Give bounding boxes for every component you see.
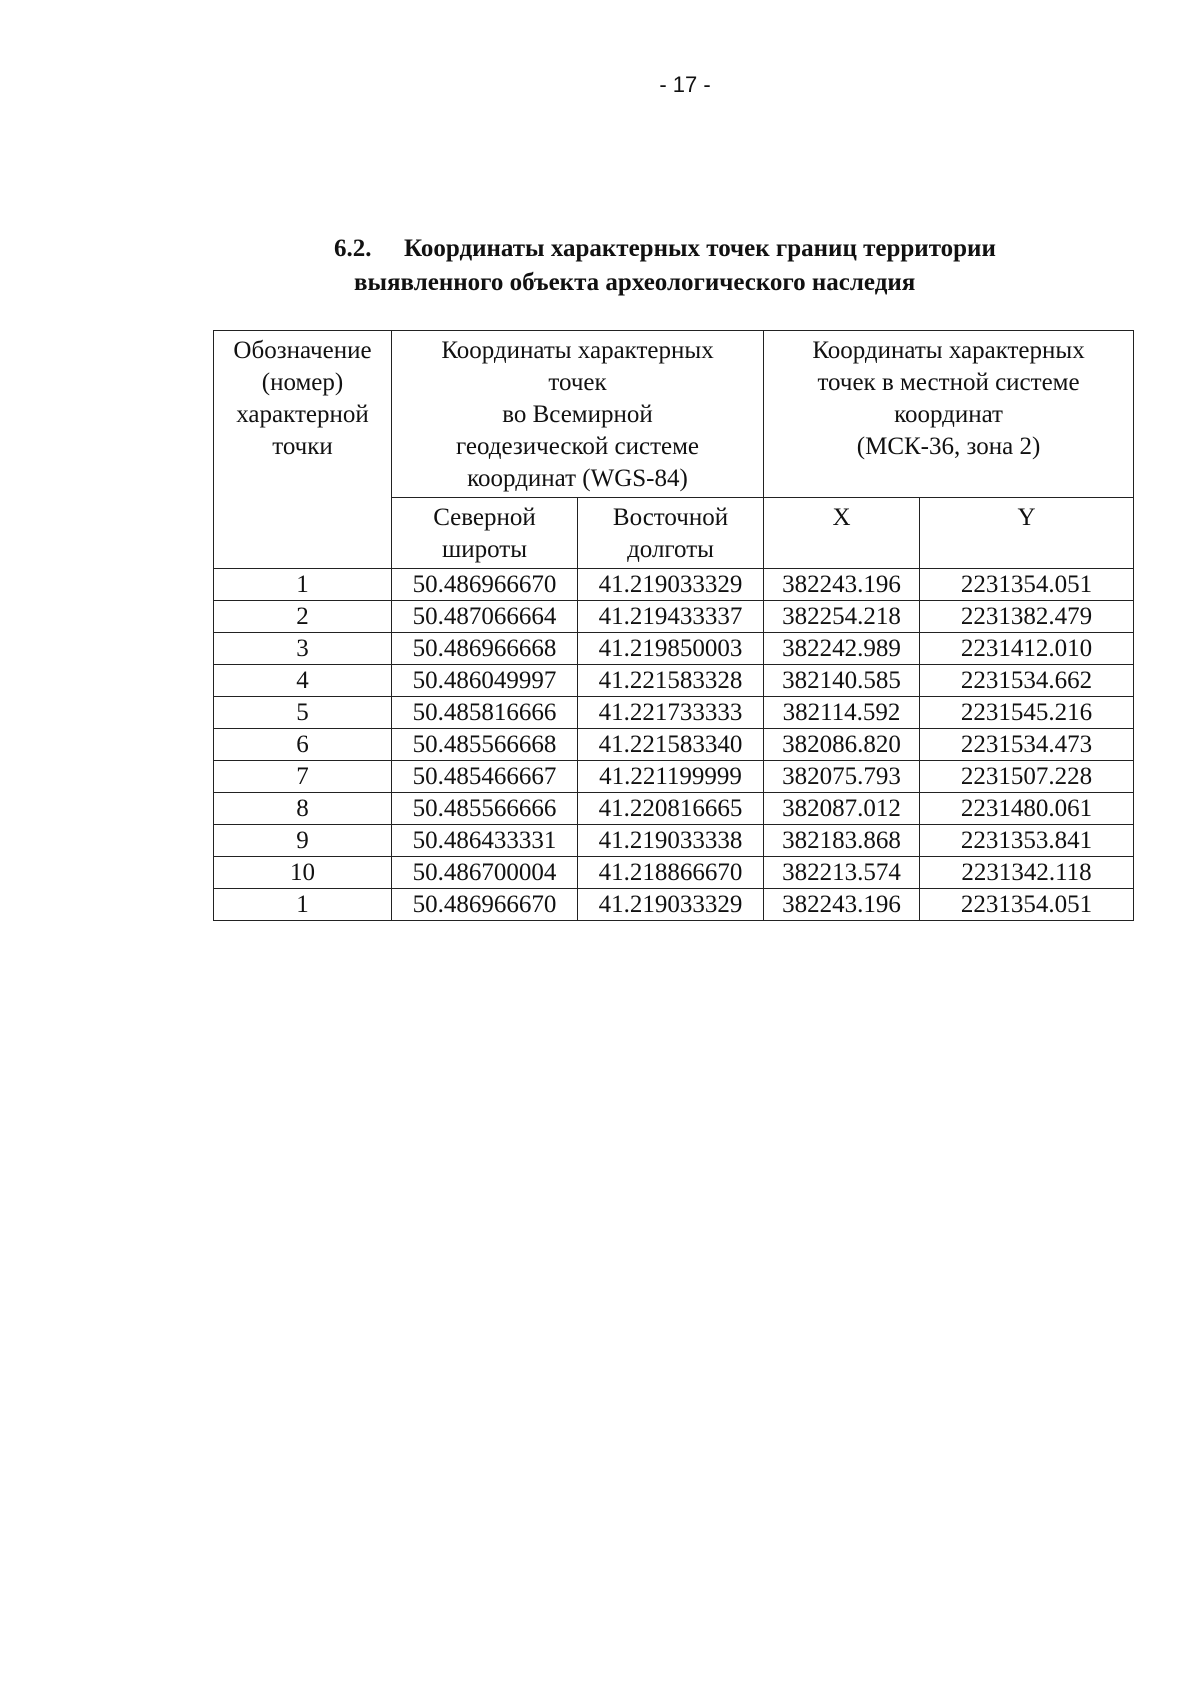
header-line: (номер) <box>261 369 344 396</box>
header-wgs84 <box>392 331 764 498</box>
section-heading <box>334 232 1134 300</box>
header-point-number <box>214 331 392 569</box>
cell-latitude: 50.486966670 <box>392 889 578 921</box>
cell-y: 2231342.118 <box>920 857 1134 889</box>
cell-x: 382213.574 <box>764 857 920 889</box>
cell-x: 382183.868 <box>764 825 920 857</box>
cell-longitude: 41.219433337 <box>578 601 764 633</box>
header-line: координат (WGS-84) <box>467 465 688 492</box>
header-line: точек <box>548 369 607 396</box>
cell-y: 2231507.228 <box>920 761 1134 793</box>
table-header-row <box>214 331 1134 498</box>
cell-x: 382243.196 <box>764 889 920 921</box>
cell-x: 382086.820 <box>764 729 920 761</box>
cell-longitude: 41.219033329 <box>578 569 764 601</box>
header-line: точек в местной системе <box>817 369 1080 396</box>
cell-y: 2231534.473 <box>920 729 1134 761</box>
cell-latitude: 50.486966668 <box>392 633 578 665</box>
cell-y: 2231480.061 <box>920 793 1134 825</box>
header-line: во Всемирной <box>502 401 653 428</box>
header-line: геодезической системе <box>455 433 700 460</box>
cell-x: 382254.218 <box>764 601 920 633</box>
cell-y: 2231354.051 <box>920 889 1134 921</box>
cell-point: 9 <box>214 825 392 857</box>
cell-longitude: 41.221583328 <box>578 665 764 697</box>
cell-y: 2231412.010 <box>920 633 1134 665</box>
section-number: 6.2. <box>334 235 372 262</box>
cell-x: 382140.585 <box>764 665 920 697</box>
cell-longitude: 41.221733333 <box>578 697 764 729</box>
cell-latitude: 50.486049997 <box>392 665 578 697</box>
header-line: Восточной <box>612 504 729 531</box>
table-row <box>214 665 1134 697</box>
header-x: X <box>764 498 920 569</box>
header-y: Y <box>920 498 1134 569</box>
cell-point: 6 <box>214 729 392 761</box>
cell-x: 382075.793 <box>764 761 920 793</box>
cell-y: 2231353.841 <box>920 825 1134 857</box>
header-line: Обозначение <box>233 337 372 364</box>
table-row <box>214 697 1134 729</box>
cell-y: 2231534.662 <box>920 665 1134 697</box>
cell-x: 382243.196 <box>764 569 920 601</box>
header-local-system <box>764 331 1134 498</box>
header-line: широты <box>441 536 528 563</box>
cell-longitude: 41.219033338 <box>578 825 764 857</box>
cell-point: 3 <box>214 633 392 665</box>
header-line: (МСК-36, зона 2) <box>856 433 1041 460</box>
header-line: Северной <box>433 504 536 531</box>
cell-x: 382114.592 <box>764 697 920 729</box>
header-line: координат <box>894 401 1003 428</box>
cell-point: 4 <box>214 665 392 697</box>
table-row <box>214 569 1134 601</box>
page-number: - 17 - <box>659 72 711 97</box>
cell-longitude: 41.221199999 <box>578 761 764 793</box>
table-row <box>214 857 1134 889</box>
header-line: долготы <box>627 536 714 563</box>
header-north-latitude <box>392 498 578 569</box>
table-row <box>214 889 1134 921</box>
table-row <box>214 825 1134 857</box>
table-row <box>214 633 1134 665</box>
table-row <box>214 729 1134 761</box>
coordinates-table <box>213 330 1134 921</box>
header-line: характерной <box>236 401 369 428</box>
cell-longitude: 41.219033329 <box>578 889 764 921</box>
cell-point: 8 <box>214 793 392 825</box>
cell-x: 382087.012 <box>764 793 920 825</box>
section-title-line-2: выявленного объекта археологического наследия <box>354 269 916 296</box>
header-line: точки <box>272 433 333 460</box>
cell-point: 7 <box>214 761 392 793</box>
cell-y: 2231354.051 <box>920 569 1134 601</box>
cell-y: 2231382.479 <box>920 601 1134 633</box>
cell-point: 10 <box>214 857 392 889</box>
cell-longitude: 41.220816665 <box>578 793 764 825</box>
cell-y: 2231545.216 <box>920 697 1134 729</box>
cell-longitude: 41.221583340 <box>578 729 764 761</box>
cell-latitude: 50.485466667 <box>392 761 578 793</box>
cell-latitude: 50.486700004 <box>392 857 578 889</box>
cell-point: 2 <box>214 601 392 633</box>
cell-latitude: 50.487066664 <box>392 601 578 633</box>
section-title-line-1: Координаты характерных точек границ территории <box>404 235 996 262</box>
cell-point: 1 <box>214 889 392 921</box>
cell-longitude: 41.219850003 <box>578 633 764 665</box>
header-line: Координаты характерных <box>812 337 1085 364</box>
cell-latitude: 50.485566666 <box>392 793 578 825</box>
cell-latitude: 50.486966670 <box>392 569 578 601</box>
table-row <box>214 761 1134 793</box>
cell-latitude: 50.486433331 <box>392 825 578 857</box>
table-row <box>214 601 1134 633</box>
header-east-longitude <box>578 498 764 569</box>
cell-point: 5 <box>214 697 392 729</box>
header-line: Координаты характерных <box>441 337 714 364</box>
cell-latitude: 50.485816666 <box>392 697 578 729</box>
cell-point: 1 <box>214 569 392 601</box>
cell-longitude: 41.218866670 <box>578 857 764 889</box>
cell-x: 382242.989 <box>764 633 920 665</box>
cell-latitude: 50.485566668 <box>392 729 578 761</box>
table-row <box>214 793 1134 825</box>
